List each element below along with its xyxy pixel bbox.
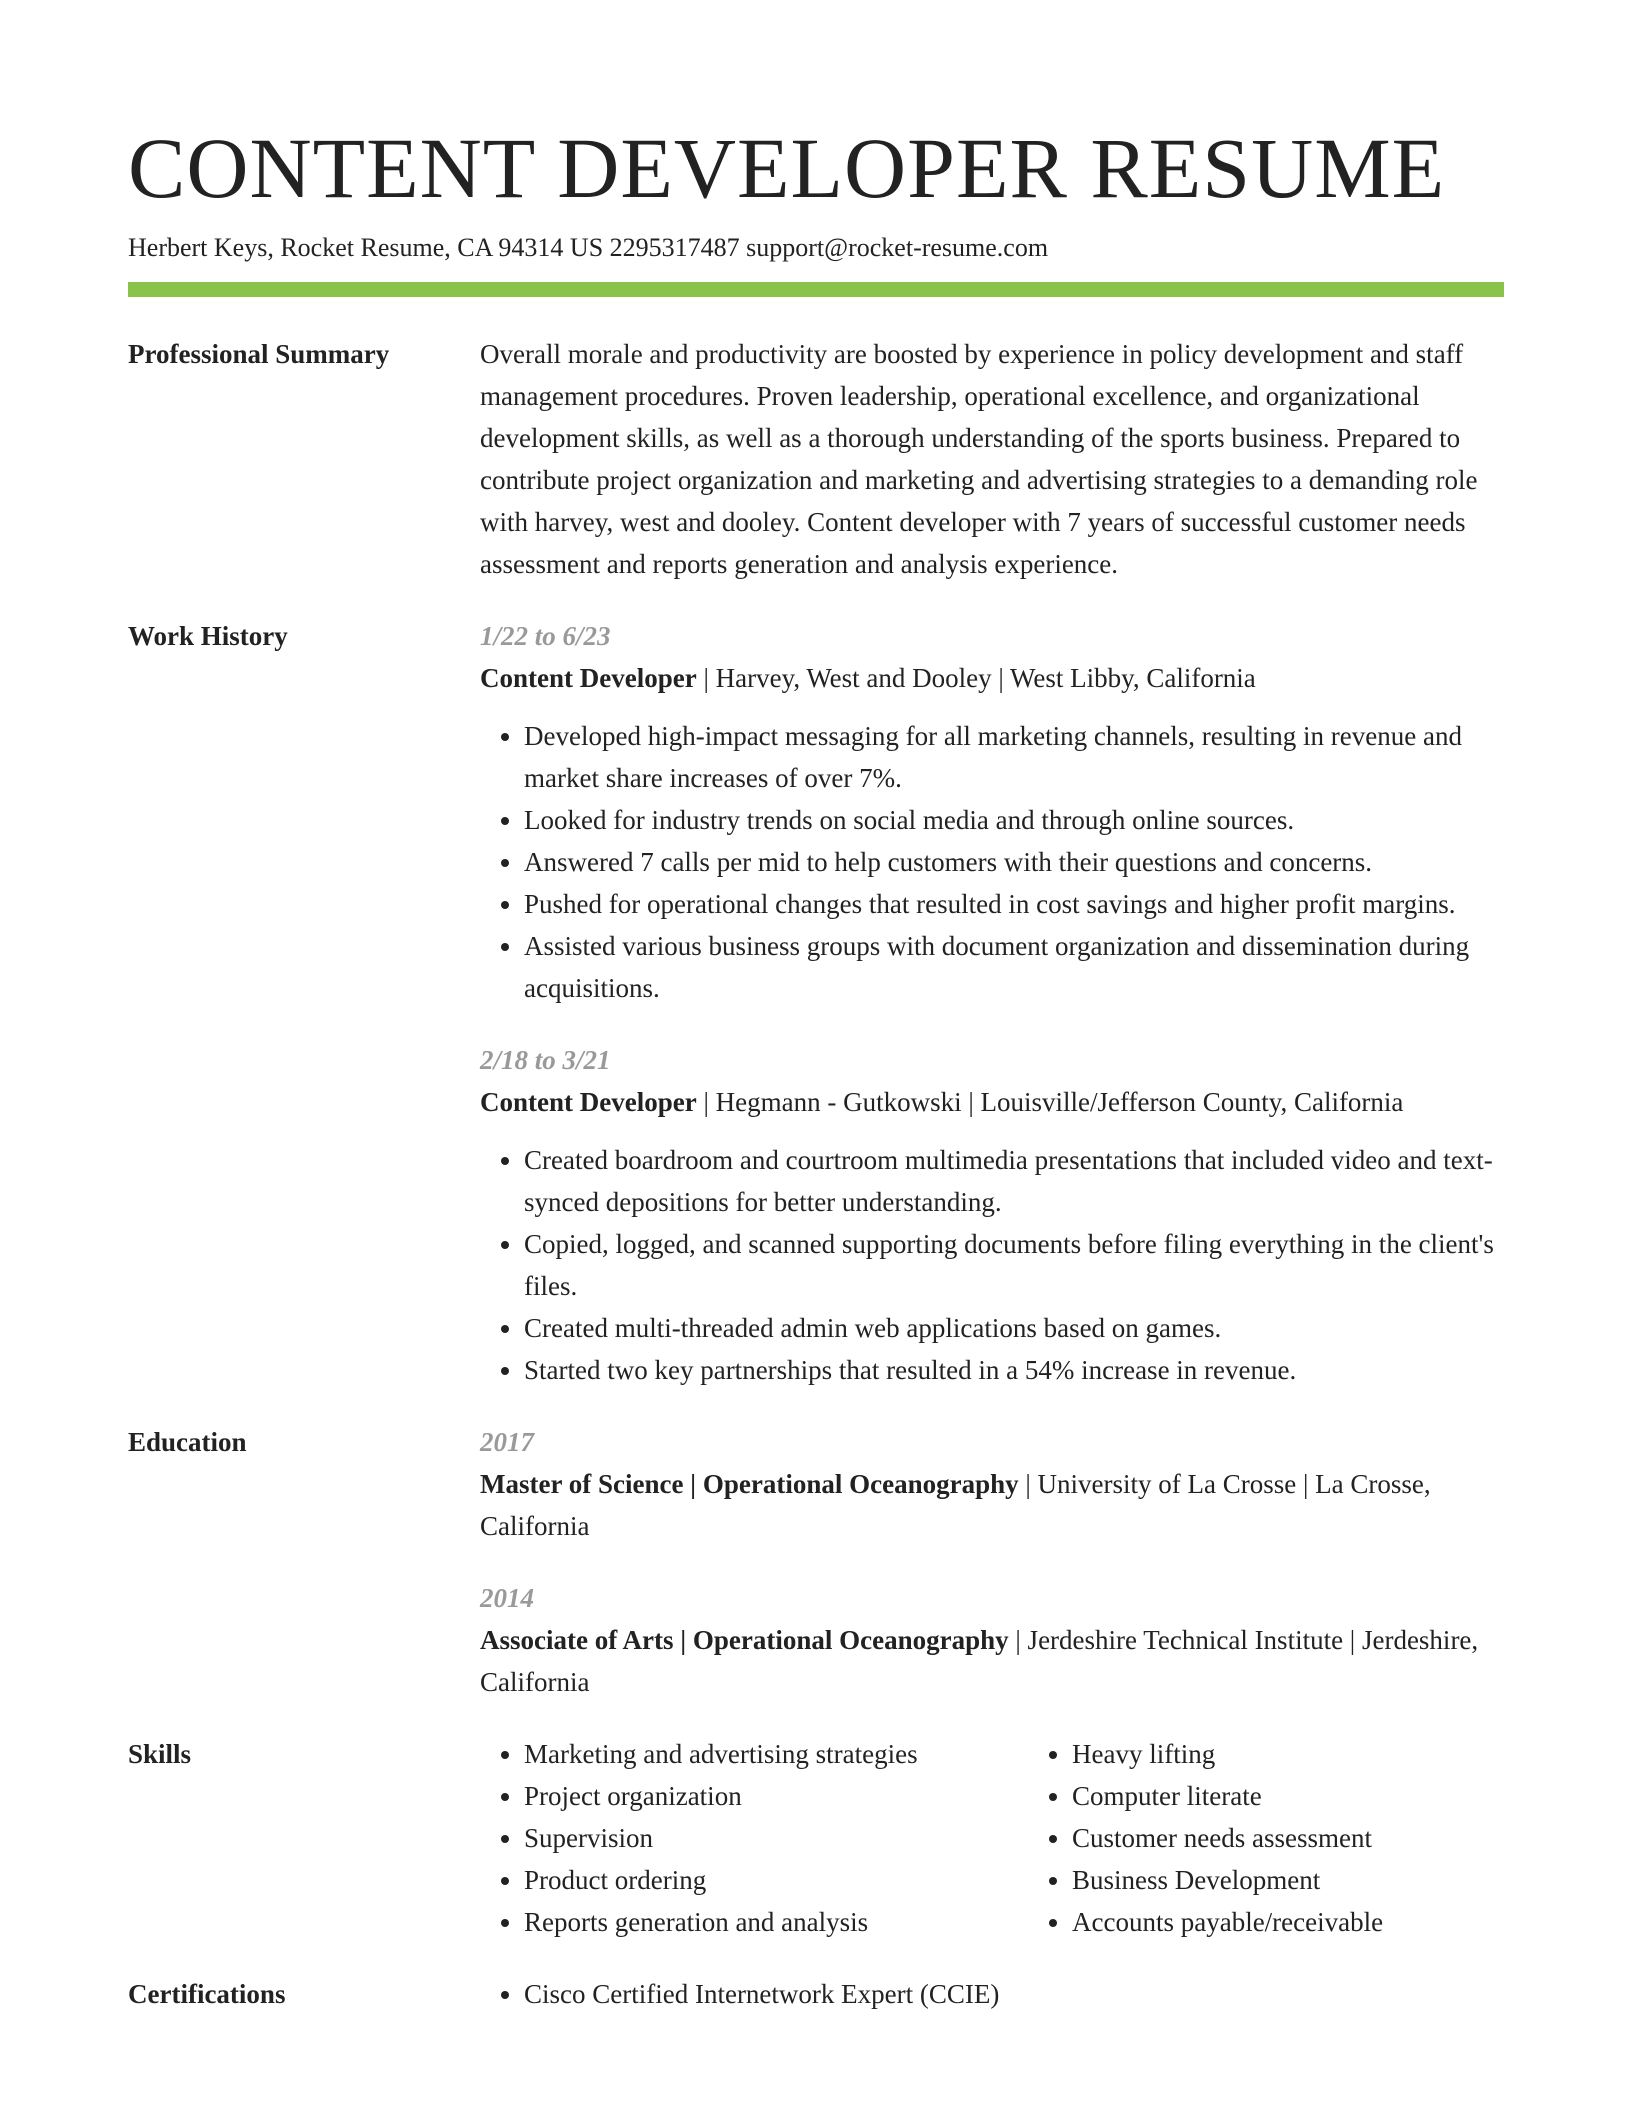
degree: Associate of Arts | Operational Oceanography bbox=[480, 1625, 1009, 1655]
list-item: • Project organization bbox=[524, 1775, 1028, 1817]
education-content bbox=[480, 1421, 1504, 1703]
job-bullets bbox=[480, 1139, 1504, 1391]
list-item: • Customer needs assessment bbox=[1072, 1817, 1383, 1859]
certifications-content bbox=[480, 1973, 1504, 2015]
section-label-work: Work History bbox=[128, 621, 288, 651]
resume-title: CONTENT DEVELOPER RESUME bbox=[128, 120, 1446, 216]
list-item: • Developed high-impact messaging for all marketing channels, resulting in revenue and market share increases of over 7%. bbox=[524, 715, 1504, 799]
job-dates: 2/18 to 3/21 bbox=[480, 1045, 611, 1075]
job-title: Content Developer bbox=[480, 1087, 697, 1117]
list-item: • Looked for industry trends on social media and through online sources. bbox=[524, 799, 1504, 841]
summary-text: Overall morale and productivity are boosted by experience in policy development and staff management procedures. Proven leadership, operational excellence, and organizational development skills, as well as a thorough understanding of the sports business. Prepared to contribute project organization and marketing and advertising strategies to a demanding role with harvey, west and dooley. Content developer with 7 years of successful customer needs assessment and reports generation and analysis experience. bbox=[480, 339, 1478, 579]
job-details: | Hegmann - Gutkowski | Louisville/Jefferson County, California bbox=[696, 1087, 1404, 1117]
job-heading bbox=[480, 1081, 1504, 1123]
job-title: Content Developer bbox=[480, 663, 697, 693]
section-certifications bbox=[128, 1973, 1504, 2015]
section-label-summary: Professional Summary bbox=[128, 339, 390, 369]
list-item: • Pushed for operational changes that resulted in cost savings and higher profit margins. bbox=[524, 883, 1504, 925]
job-entry bbox=[480, 615, 1504, 1009]
list-item: • Created boardroom and courtroom multimedia presentations that included video and text-synced depositions for better understanding. bbox=[524, 1139, 1504, 1223]
resume-page bbox=[128, 118, 1504, 2015]
list-item: • Accounts payable/receivable bbox=[1072, 1901, 1383, 1943]
job-heading bbox=[480, 657, 1504, 699]
education-heading bbox=[480, 1463, 1504, 1547]
education-year: 2017 bbox=[480, 1427, 534, 1457]
job-details: | Harvey, West and Dooley | West Libby, California bbox=[696, 663, 1256, 693]
list-item: • Product ordering bbox=[524, 1859, 1028, 1901]
list-item: • Computer literate bbox=[1072, 1775, 1383, 1817]
section-education bbox=[128, 1421, 1504, 1703]
education-entry bbox=[480, 1577, 1504, 1703]
skills-column-1 bbox=[480, 1733, 1028, 1943]
work-content bbox=[480, 615, 1504, 1391]
list-item: • Assisted various business groups with document organization and dissemination during acquisitions. bbox=[524, 925, 1504, 1009]
list-item: • Copied, logged, and scanned supporting documents before filing everything in the client's files. bbox=[524, 1223, 1504, 1307]
section-label-certifications: Certifications bbox=[128, 1979, 286, 2009]
section-label-education: Education bbox=[128, 1427, 247, 1457]
education-heading bbox=[480, 1619, 1504, 1703]
list-item: • Heavy lifting bbox=[1072, 1733, 1383, 1775]
contact-line: Herbert Keys, Rocket Resume, CA 94314 US 2295317487 support@rocket-resume.com bbox=[128, 233, 1049, 262]
list-item: • Supervision bbox=[524, 1817, 1028, 1859]
skills-content bbox=[480, 1733, 1504, 1943]
list-item: • Cisco Certified Internetwork Expert (CCIE) bbox=[524, 1973, 1504, 2015]
list-item: • Answered 7 calls per mid to help customers with their questions and concerns. bbox=[524, 841, 1504, 883]
list-item: • Business Development bbox=[1072, 1859, 1383, 1901]
section-label-skills: Skills bbox=[128, 1739, 192, 1769]
section-skills bbox=[128, 1733, 1504, 1943]
degree: Master of Science | Operational Oceanography bbox=[480, 1469, 1019, 1499]
section-work-history bbox=[128, 615, 1504, 1391]
job-dates: 1/22 to 6/23 bbox=[480, 621, 611, 651]
list-item: • Reports generation and analysis bbox=[524, 1901, 1028, 1943]
skills-column-2 bbox=[1028, 1733, 1383, 1943]
education-year: 2014 bbox=[480, 1583, 534, 1613]
education-details: | Jerdeshire Technical Institute | Jerdeshire, California bbox=[480, 1625, 1479, 1697]
section-summary bbox=[128, 333, 1504, 585]
certifications-list bbox=[480, 1973, 1504, 2015]
education-entry bbox=[480, 1421, 1504, 1547]
job-entry bbox=[480, 1039, 1504, 1391]
education-details: | University of La Crosse | La Crosse, California bbox=[480, 1469, 1431, 1541]
list-item: • Marketing and advertising strategies bbox=[524, 1733, 1028, 1775]
job-bullets bbox=[480, 715, 1504, 1009]
list-item: • Started two key partnerships that resulted in a 54% increase in revenue. bbox=[524, 1349, 1504, 1391]
list-item: • Created multi-threaded admin web applications based on games. bbox=[524, 1307, 1504, 1349]
accent-divider bbox=[128, 282, 1504, 297]
